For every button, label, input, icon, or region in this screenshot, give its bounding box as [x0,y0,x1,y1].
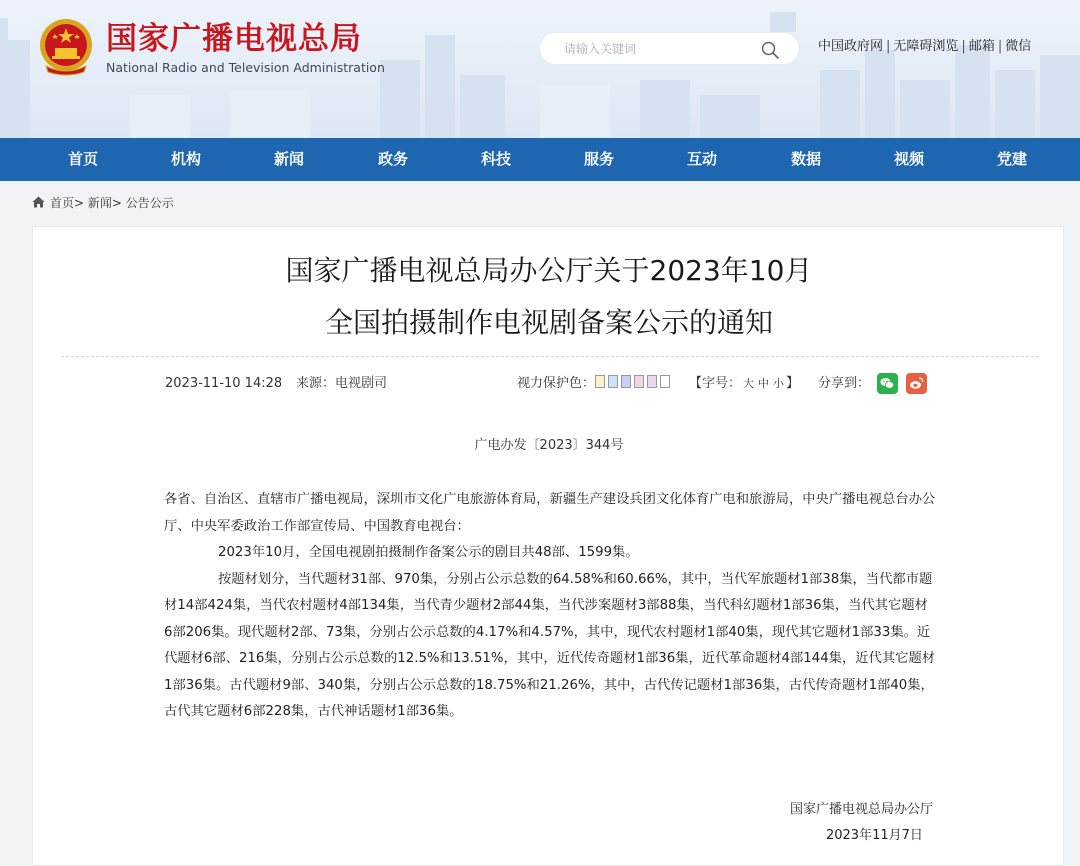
signature-org: 国家广播电视总局办公厅 [789,802,933,817]
wechat-icon [877,373,898,394]
article-source: 来源：电视剧司 [296,376,388,391]
detail-paragraph: 按题材划分，当代题材31部、970集，分别占公示总数的64.58%和60.66%，其中，当代军旅题材1部38集，当代都市题材14部424集，当代农村题材4部134集，当代青少题材2部44集，当代涉案题材3部88集，当代科幻题材1部36集，当代其它题材6部206集。现代题材2部、73集，分别占公示总数的4.17%和4.57%，其中，现代农村题材1部40集，现代其它题材1部33集。近代题材6部、216集，分别占公示总数的12.5%和13.51%，其中，近代传奇题材1部36集，近代革命题材4部144集，近代其它题材1部36集。古代题材9部、340集，分别占公示总数的18.75%和21.26%，其中，古代传记题材1部36集，古代传奇题材1部40集，古代其它题材6部228集，古代神话题材1部36集。 [164,571,936,719]
site-header [0,0,1080,138]
eye-color-blue[interactable] [608,375,618,388]
eye-color-white[interactable] [660,375,670,388]
weibo-share-button[interactable] [906,373,927,394]
nav-item-news[interactable]: 新闻 [273,150,304,168]
nav-item-interaction[interactable]: 互动 [686,150,717,168]
eye-protection-control [517,375,673,393]
search-box[interactable] [539,32,800,65]
title-divider [61,356,1039,357]
link-wechat[interactable]: 微信 [1005,39,1032,54]
nav-item-government[interactable]: 政务 [377,150,408,168]
nav-item-home[interactable]: 首页 [67,150,98,168]
nav-item-institution[interactable]: 机构 [170,150,201,168]
share-label: 分享到： [818,376,871,391]
breadcrumb [32,195,174,211]
font-size-prefix: 【字号： [689,376,742,391]
eye-color-purple[interactable] [647,375,657,388]
top-links [818,38,1031,56]
search-icon[interactable] [760,40,780,60]
font-size-medium[interactable]: 中 [758,377,770,390]
eye-color-pink[interactable] [634,375,644,388]
weibo-icon [906,373,927,394]
article-title-line2: 全国拍摄制作电视剧备案公示的通知 [324,306,773,339]
breadcrumb-home[interactable]: 首页> [50,196,85,210]
article-title-line1: 国家广播电视总局办公厅关于2023年10月 [285,254,813,287]
nav-item-technology[interactable]: 科技 [480,150,511,168]
font-size-small[interactable]: 小 [773,377,785,390]
link-gov-cn[interactable]: 中国政府网 [818,39,884,54]
signature-date: 2023年11月7日 [825,828,923,843]
signature-block [790,797,933,849]
search-input[interactable] [564,40,754,58]
recipients-paragraph: 各省、自治区、直辖市广播电视局，深圳市文化广电旅游体育局，新疆生产建设兵团文化体育广电和旅游局，中央广播电视总台办公厅、中央军委政治工作部宣传局、中国教育电视台： [164,492,936,534]
eye-color-lavender[interactable] [621,375,631,388]
article-body [164,487,936,726]
document-number: 广电办发〔2023〕344号 [474,438,624,453]
nav-item-services[interactable]: 服务 [583,150,614,168]
nav-item-party[interactable]: 党建 [996,150,1027,168]
link-accessibility[interactable]: 无障碍浏览 [893,39,959,54]
eye-protection-label: 视力保护色： [517,376,596,391]
font-size-suffix: 】 [786,376,800,391]
main-nav [0,138,1080,181]
link-separator: | [886,39,891,54]
eye-color-yellow[interactable] [595,375,605,388]
link-mail[interactable]: 邮箱 [968,39,995,54]
home-icon [32,196,45,208]
wechat-share-button[interactable] [877,373,898,394]
font-size-control [689,375,799,393]
link-separator: | [961,39,966,54]
article-date: 2023-11-10 14:28 [165,376,283,391]
article-panel [32,226,1064,866]
font-size-large[interactable]: 大 [743,377,755,390]
national-emblem-icon [38,18,94,76]
nav-item-data[interactable]: 数据 [790,150,821,168]
link-separator: | [997,39,1003,54]
site-title-chinese[interactable]: 国家广播电视总局 [106,21,362,57]
nav-item-video[interactable]: 视频 [893,150,924,168]
summary-paragraph: 2023年10月，全国电视剧拍摄制作备案公示的剧目共48部、1599集。 [218,545,639,560]
breadcrumb-news[interactable]: 新闻> [87,196,122,210]
site-title-english[interactable]: National Radio and Television Administration [106,60,385,75]
breadcrumb-announcements[interactable]: 公告公示 [125,196,174,210]
